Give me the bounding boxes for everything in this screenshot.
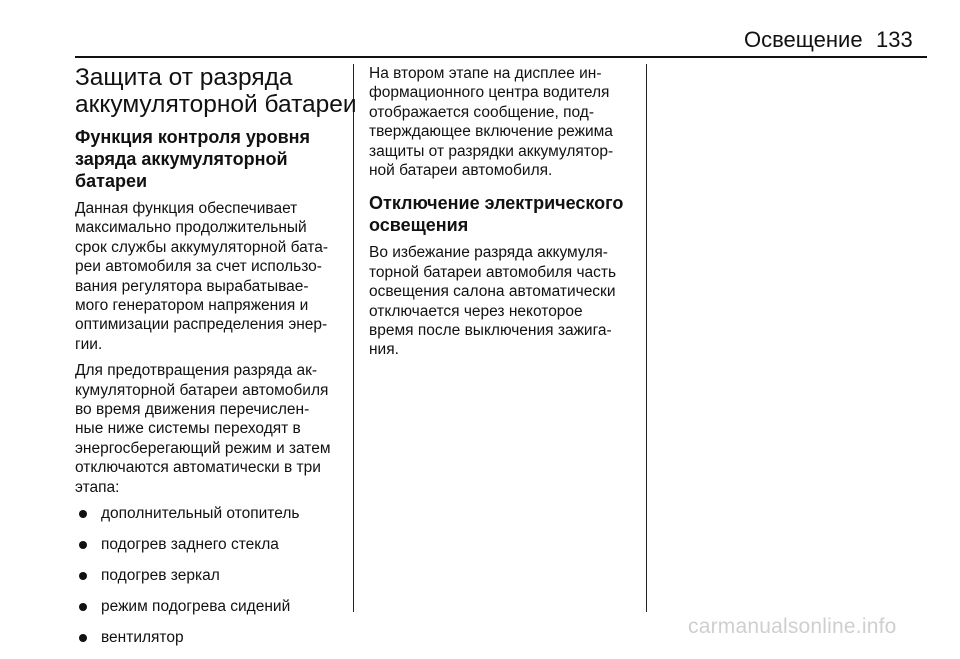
sub-heading-battery-control xyxy=(75,126,350,192)
text-line: отключается через некоторое xyxy=(369,302,583,320)
sub-heading-line: Функция контроля уровня xyxy=(75,127,311,147)
sub-heading-line: освещения xyxy=(369,215,469,236)
text-line: формационного центра водителя xyxy=(369,84,610,102)
list-item xyxy=(75,628,350,647)
paragraph-function-description xyxy=(75,199,350,354)
header-rule xyxy=(75,56,927,58)
text-line: защиты от разрядки аккумулятор- xyxy=(369,142,614,160)
paragraph-lighting-off xyxy=(369,243,644,359)
text-line: торной батареи автомобиля часть xyxy=(369,263,617,281)
main-heading xyxy=(75,64,357,118)
column-divider-left xyxy=(353,64,354,612)
text-line: ния. xyxy=(369,341,399,359)
bullet-icon xyxy=(79,541,87,549)
text-line: Во избежание разряда аккумуля- xyxy=(369,244,608,262)
list-item-text: дополнительный отопитель xyxy=(101,505,300,523)
sub-heading-line: батареи xyxy=(75,171,148,191)
page-number: 133 xyxy=(876,27,913,52)
list-item xyxy=(75,597,350,616)
text-line: Данная функция обеспечивает xyxy=(75,200,298,217)
bullet-icon xyxy=(79,572,87,580)
text-line: освещения салона автоматически xyxy=(369,283,616,301)
systems-bullet-list xyxy=(75,504,350,647)
paragraph-discharge-prevention xyxy=(75,361,350,497)
watermark: carmanualsonline.info xyxy=(688,615,897,638)
bullet-icon xyxy=(79,634,87,642)
text-line: На втором этапе на дисплее ин- xyxy=(369,65,602,82)
list-item-text: подогрев заднего стекла xyxy=(101,536,279,553)
list-item xyxy=(75,504,350,523)
list-item-text: режим подогрева сидений xyxy=(101,597,291,615)
text-line: мого генератором напряжения и xyxy=(75,297,309,315)
text-line: кумуляторной батареи автомобиля xyxy=(75,381,329,399)
text-line: оптимизации распределения энер- xyxy=(75,316,328,334)
left-column xyxy=(75,64,357,659)
sub-heading-line: Отключение электрического xyxy=(369,193,624,214)
column-divider-right xyxy=(646,64,647,612)
text-line: срок службы аккумуляторной бата- xyxy=(75,238,329,256)
text-line: этапа: xyxy=(75,478,120,496)
text-line: реи автомобиля за счет использо- xyxy=(75,258,322,276)
text-line: Для предотвращения разряда ак- xyxy=(75,362,318,380)
middle-column xyxy=(369,64,644,367)
list-item-text: вентилятор xyxy=(101,628,184,646)
bullet-icon xyxy=(79,603,87,611)
text-line: отключаются автоматически в три xyxy=(75,459,321,477)
text-line: ной батареи автомобиля. xyxy=(369,162,553,180)
text-line: во время движения перечислен- xyxy=(75,401,310,419)
text-line: энергосберегающий режим и затем xyxy=(75,439,331,457)
section-title: Освещение xyxy=(744,27,863,52)
text-line: вания регулятора вырабатывае- xyxy=(75,277,309,295)
text-line: отображается сообщение, под- xyxy=(369,103,594,121)
main-heading-line: Защита от разряда xyxy=(75,64,293,91)
text-line: гии. xyxy=(75,335,103,353)
main-heading-line: аккумуляторной батареи xyxy=(75,91,357,118)
list-item xyxy=(75,566,350,585)
bullet-icon xyxy=(79,510,87,518)
text-line: тверждающее включение режима xyxy=(369,123,613,141)
sub-heading-lighting-off xyxy=(369,192,644,236)
text-line: максимально продолжительный xyxy=(75,219,307,237)
list-item xyxy=(75,535,350,554)
list-item-text: подогрев зеркал xyxy=(101,566,220,584)
sub-heading-line: заряда аккумуляторной xyxy=(75,149,288,169)
paragraph-second-stage xyxy=(369,64,644,180)
text-line: ные ниже системы переходят в xyxy=(75,420,301,438)
text-line: время после выключения зажига- xyxy=(369,322,612,340)
